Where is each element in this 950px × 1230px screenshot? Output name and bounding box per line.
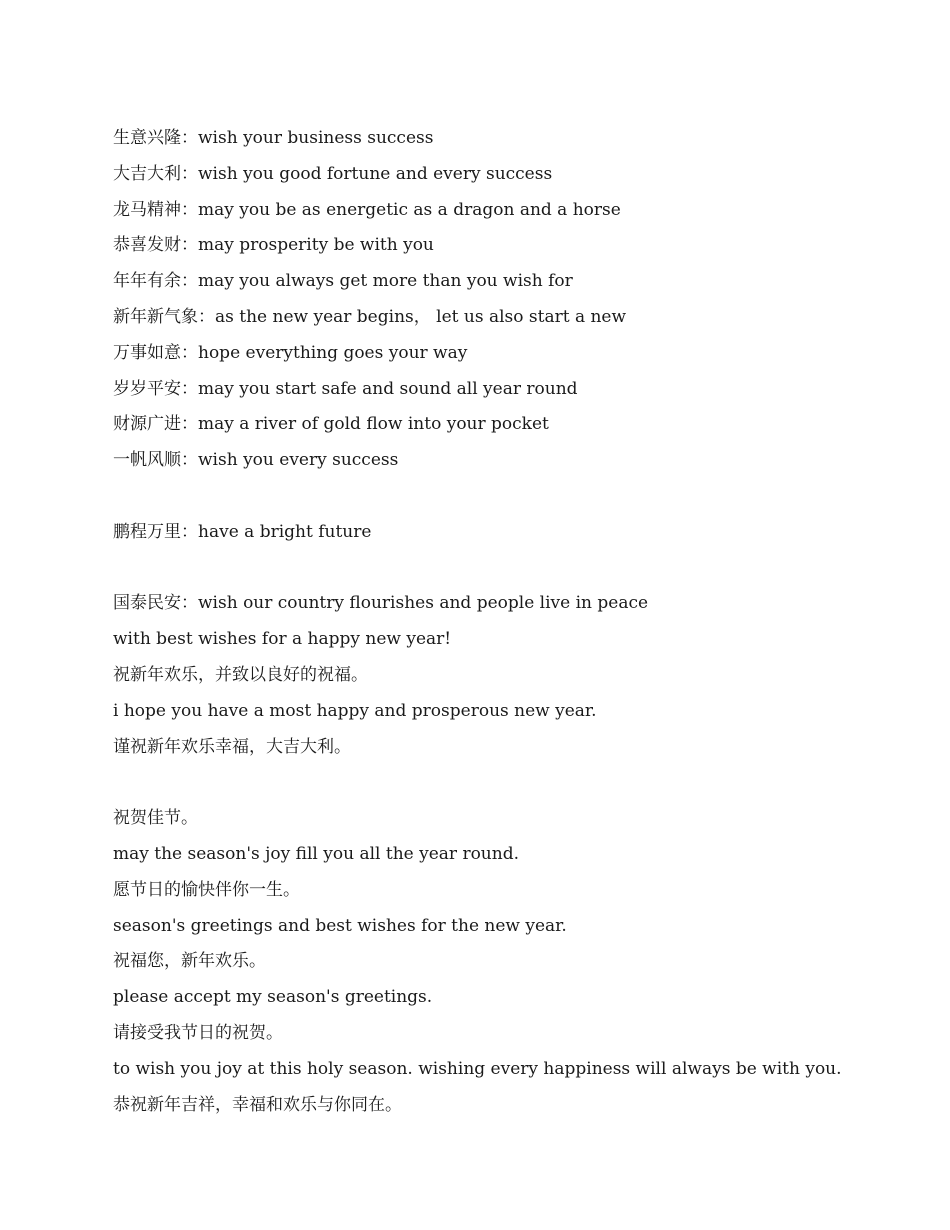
greeting-line: to wish you joy at this holy season. wishing every happiness will always be with you. — [113, 1058, 842, 1079]
idiom-term: 大吉大利： — [113, 163, 198, 184]
idiom-term: 一帆风顺： — [113, 450, 198, 471]
idiom-term: 年年有余： — [113, 271, 198, 292]
greeting-line: season's greetings and best wishes for the new year. — [113, 915, 567, 936]
blank-line — [113, 768, 890, 804]
greeting-line: may the season's joy fill you all the year round. — [113, 843, 519, 864]
greeting-line: 祝新年欢乐，并致以良好的祝福。 — [113, 664, 368, 685]
greeting-line: 祝福您，新年欢乐。 — [113, 951, 266, 972]
idiom-line — [113, 446, 890, 482]
greeting-line: 请接受我节日的祝贺。 — [113, 1022, 283, 1043]
idiom-meaning: hope everything goes your way — [198, 342, 468, 363]
idiom-line — [113, 160, 890, 196]
idiom-line — [113, 589, 890, 625]
idiom-meaning: may a river of gold flow into your pocket — [198, 414, 549, 435]
idiom-line — [113, 196, 890, 232]
idiom-meaning: may you start safe and sound all year round — [198, 378, 578, 399]
idiom-line — [113, 518, 890, 554]
idiom-meaning: wish you every success — [198, 450, 399, 471]
idiom-line — [113, 410, 890, 446]
document-page — [113, 124, 890, 1126]
idiom-meaning: may prosperity be with you — [198, 235, 434, 256]
idiom-term: 鹏程万里： — [113, 521, 198, 542]
idiom-line — [113, 303, 890, 339]
greeting-line: with best wishes for a happy new year! — [113, 629, 452, 650]
idiom-meaning: as the new year begins， let us also start a new — [215, 306, 627, 327]
greeting-line: 恭祝新年吉祥，幸福和欢乐与你同在。 — [113, 1094, 402, 1115]
idiom-term: 生意兴隆： — [113, 128, 198, 148]
greeting-line: i hope you have a most happy and prosperous new year. — [113, 700, 597, 721]
idiom-meaning: wish our country flourishes and people live in peace — [198, 593, 649, 614]
idiom-line — [113, 375, 890, 411]
greeting-line: please accept my season's greetings. — [113, 987, 433, 1008]
idiom-line — [113, 231, 890, 267]
idiom-term: 恭喜发财： — [113, 235, 198, 256]
idiom-term: 新年新气象： — [113, 306, 215, 327]
greeting-line: 祝贺佳节。 — [113, 808, 198, 829]
idiom-term: 岁岁平安： — [113, 378, 198, 399]
idiom-term: 财源广进： — [113, 414, 198, 435]
idiom-meaning: may you be as energetic as a dragon and a horse — [198, 199, 621, 220]
greeting-line: 谨祝新年欢乐幸福，大吉大利。 — [113, 736, 351, 757]
idiom-term: 龙马精神： — [113, 199, 198, 220]
greeting-line: 愿节日的愉快伴你一生。 — [113, 879, 300, 900]
idiom-term: 万事如意： — [113, 342, 198, 363]
idiom-meaning: may you always get more than you wish for — [198, 271, 573, 292]
idiom-line — [113, 124, 890, 160]
idiom-meaning: wish your business success — [198, 128, 434, 148]
idiom-meaning: wish you good fortune and every success — [198, 163, 553, 184]
idiom-line — [113, 267, 890, 303]
blank-line — [113, 554, 890, 590]
blank-line — [113, 482, 890, 518]
idiom-line — [113, 339, 890, 375]
idiom-term: 国泰民安： — [113, 593, 198, 614]
idiom-meaning: have a bright future — [198, 521, 372, 542]
